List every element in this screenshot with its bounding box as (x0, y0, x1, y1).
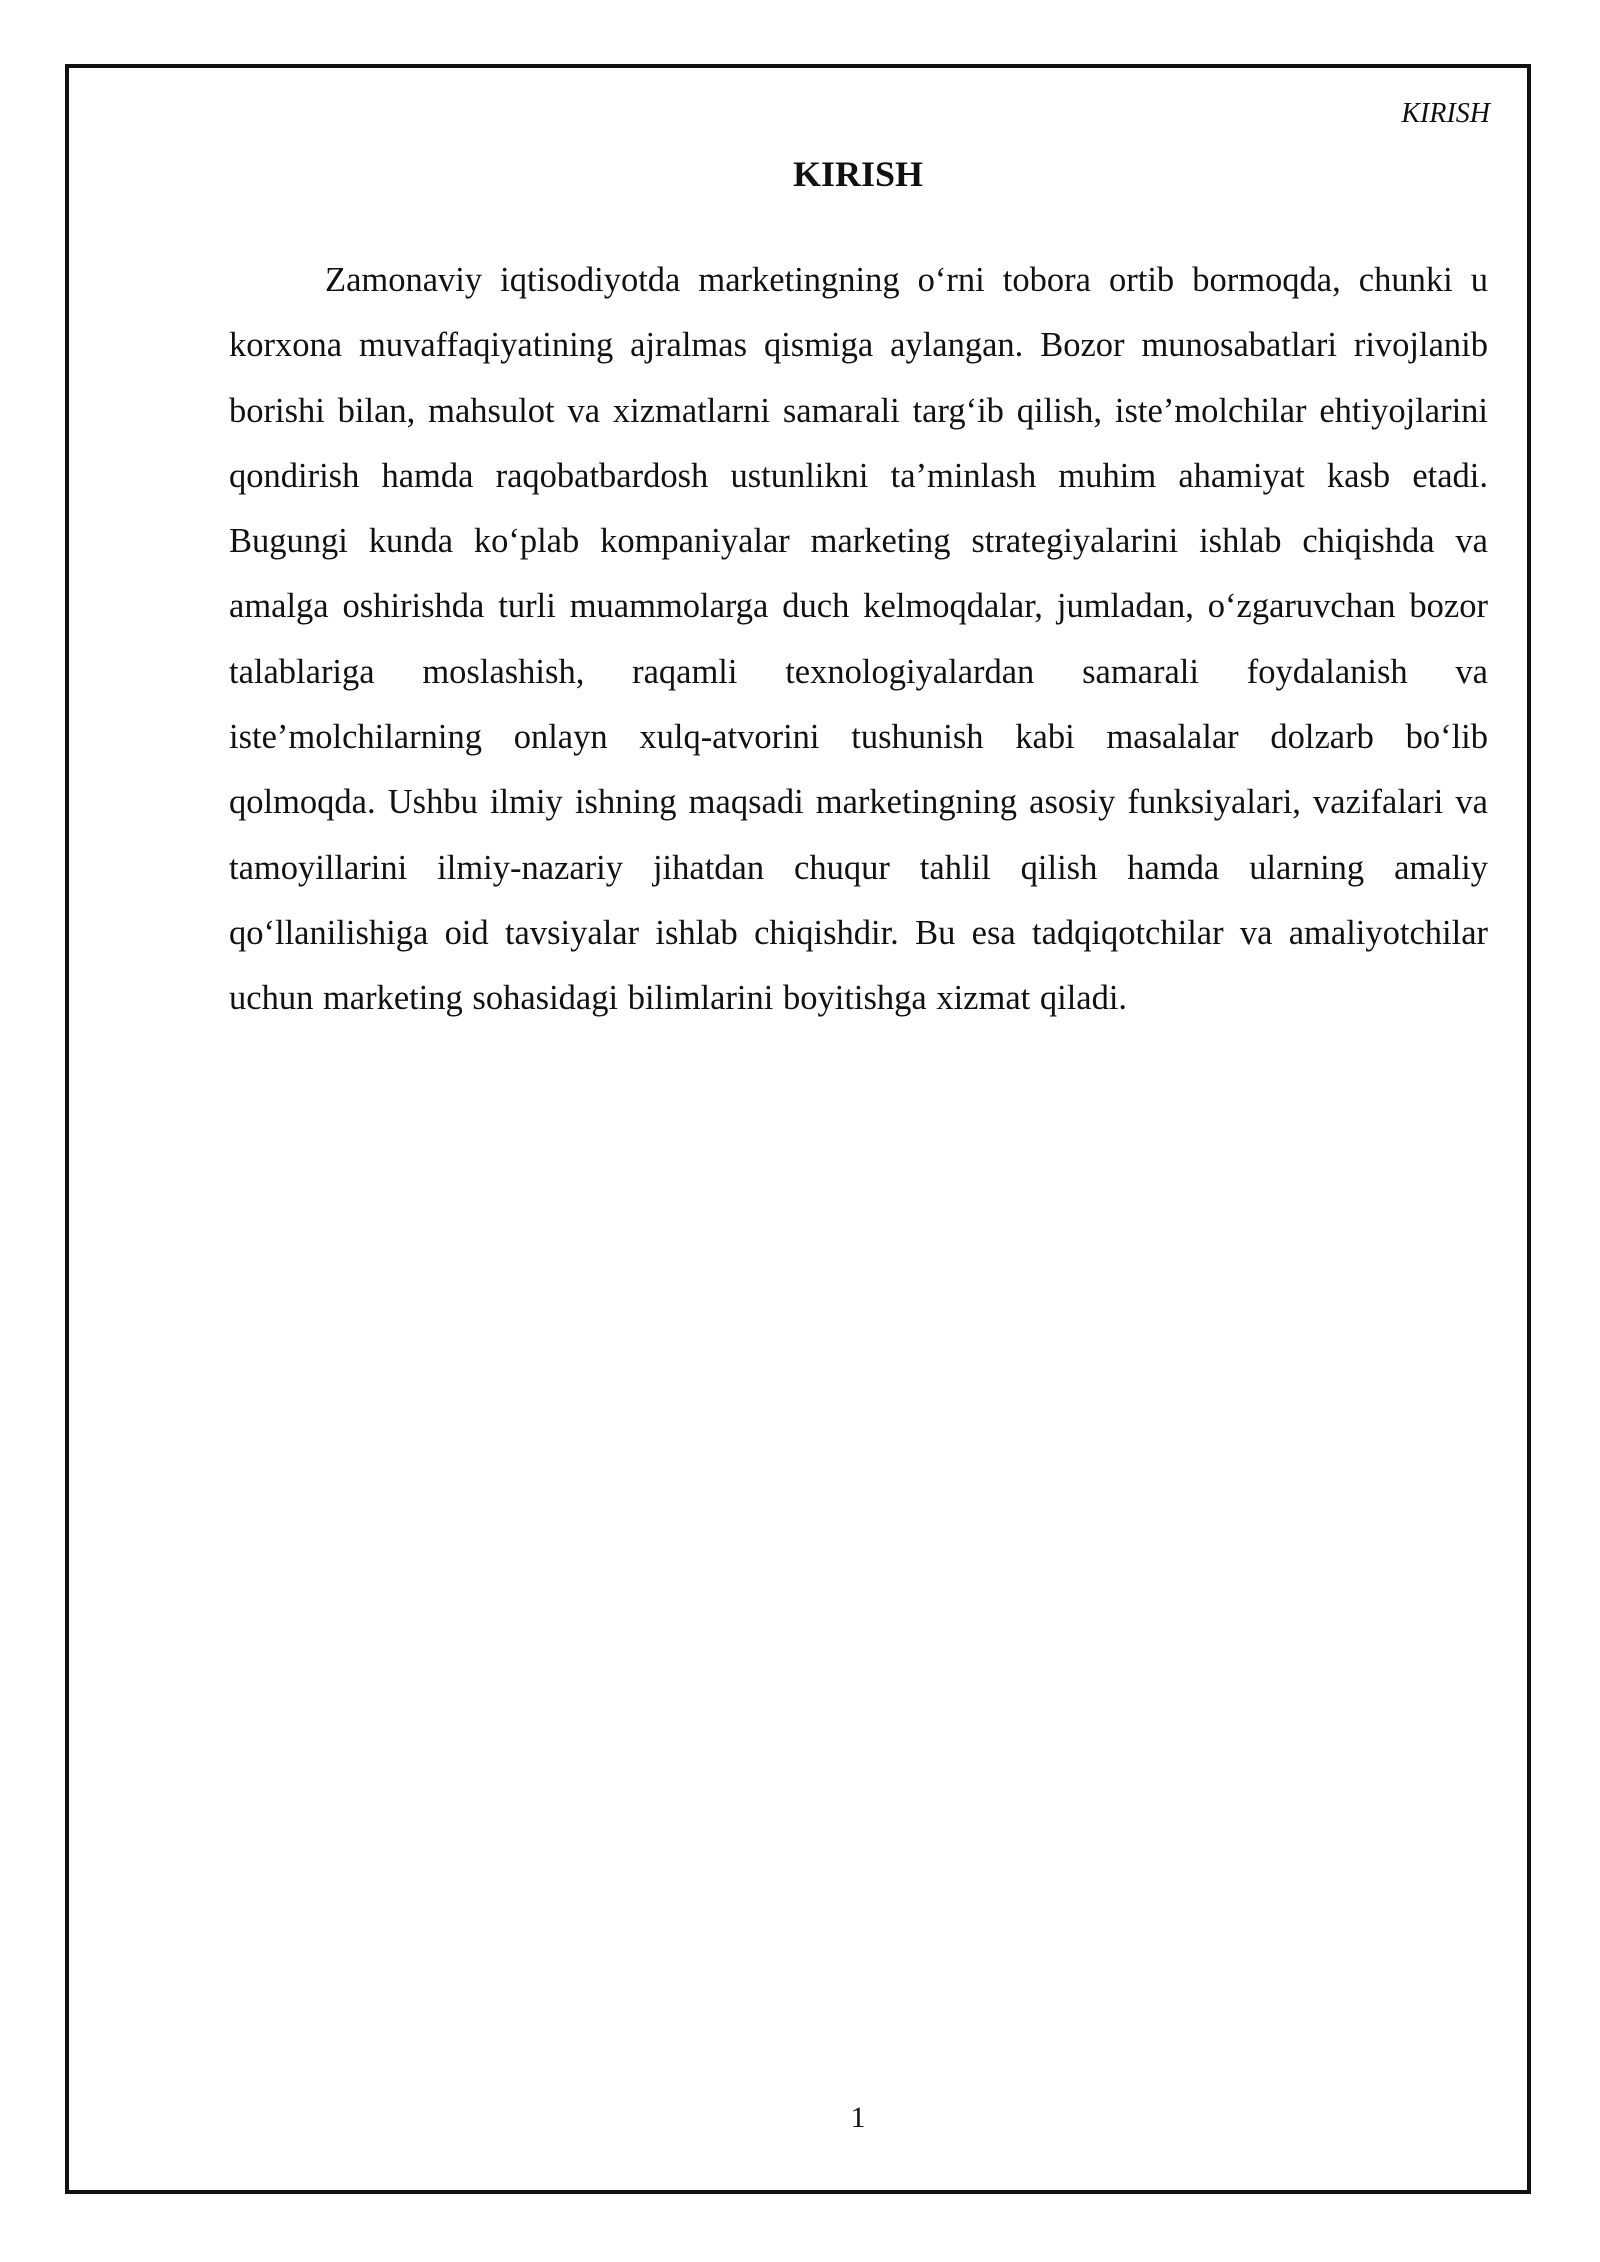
page-number: 1 (850, 2101, 866, 2134)
body-paragraph: Zamonaviy iqtisodiyotda marketingning o‘rni tobora ortib bormoqda, chunki u korxona muvaffaqiyatining ajralmas qismiga aylangan. Bozor munosabatlari rivojlanib borishi bilan, mahsulot va xizmatlarni samarali targ‘ib qilish, iste’molchilar ehtiyojlarini qondirish hamda raqobatbardosh ustunlikni ta’minlash muhim ahamiyat kasb etadi. Bugungi kunda ko‘plab kompaniyalar marketing strategiyalarini ishlab chiqishda va amalga oshirishda turli muammolarga duch kelmoqdalar, jumladan, o‘zgaruvchan bozor talablariga moslashish, raqamli texnologiyalardan samarali foydalanish va iste’molchilarning onlayn xulq-atvorini tushunish kabi masalalar dolzarb bo‘lib qolmoqda. Ushbu ilmiy ishning maqsadi marketingning asosiy funksiyalari, vazifalari va tamoyillarini ilmiy-nazariy jihatdan chuqur tahlil qilish hamda ularning amaliy qo‘llanilishiga oid tavsiyalar ishlab chiqishdir. Bu esa tadqiqotchilar va amaliyotchilar uchun marketing sohasidagi bilimlarini boyitishga xizmat qiladi. (229, 261, 1488, 1018)
running-header: KIRISH (1401, 98, 1490, 129)
page-title: KIRISH (792, 154, 924, 194)
